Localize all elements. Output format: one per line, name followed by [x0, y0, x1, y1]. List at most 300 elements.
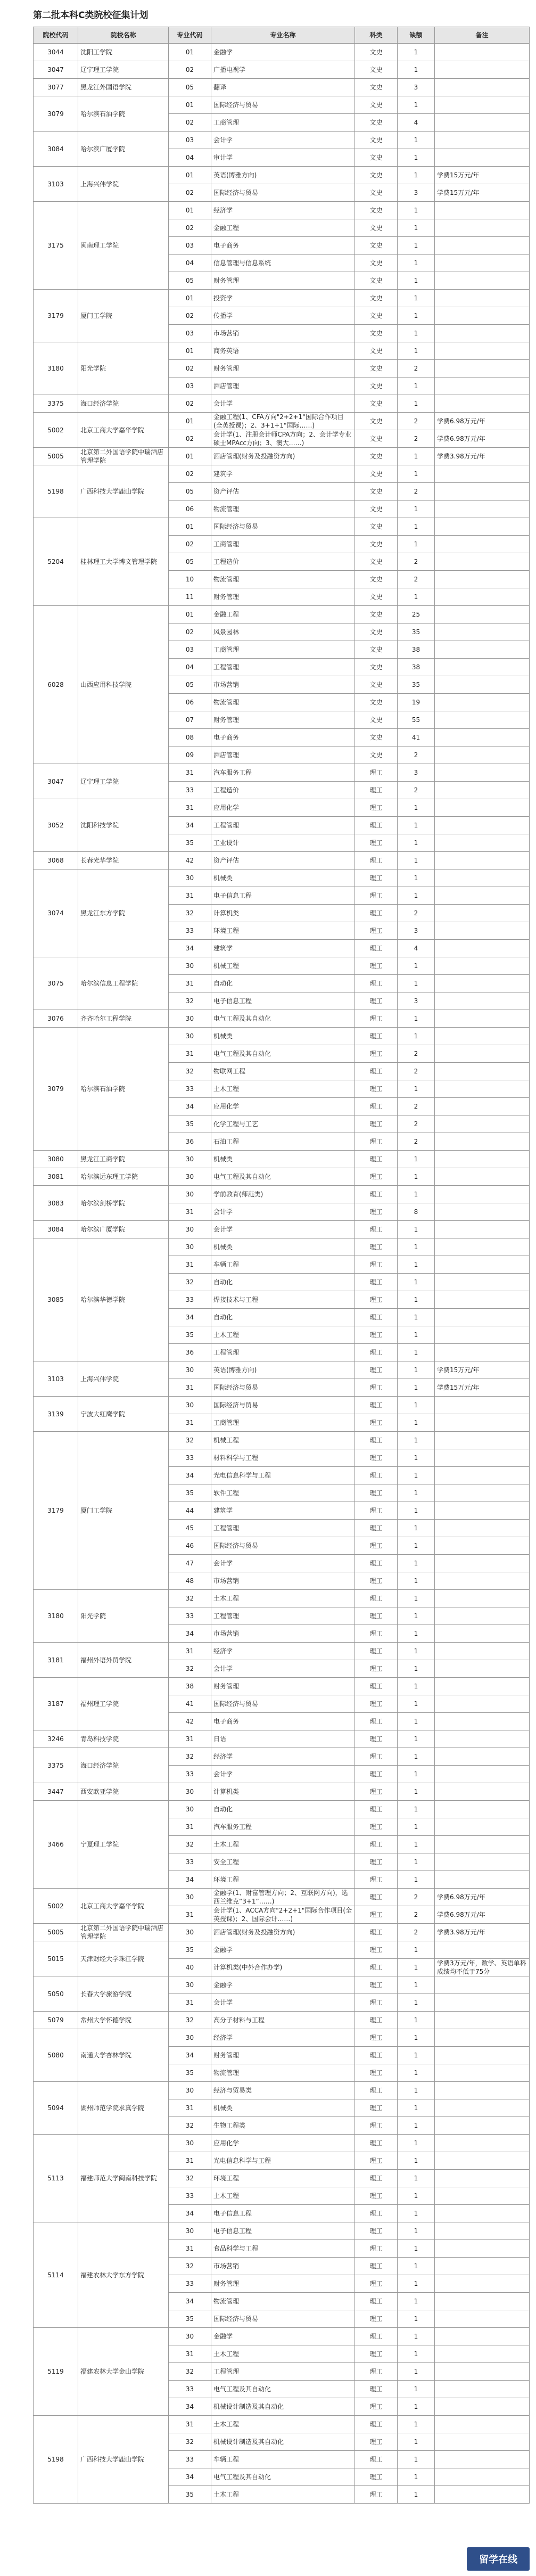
- major-name-cell: 传播学: [211, 307, 355, 325]
- major-name-cell: 国际经济与贸易: [211, 1537, 355, 1555]
- major-name-cell: 应用化学: [211, 799, 355, 817]
- major-code-cell: 31: [169, 1256, 211, 1274]
- major-name-cell: 土木工程: [211, 2486, 355, 2504]
- category-cell: 理工: [355, 1467, 398, 1484]
- category-cell: 理工: [355, 1537, 398, 1555]
- school-name-cell: 哈尔滨华德学院: [78, 1238, 169, 1361]
- vacancy-cell: 1: [398, 2258, 435, 2275]
- remarks-cell: [435, 395, 530, 413]
- table-row: [34, 1748, 530, 1766]
- major-code-cell: 05: [169, 79, 211, 96]
- remarks-cell: [435, 465, 530, 483]
- vacancy-cell: 1: [398, 167, 435, 184]
- category-cell: 理工: [355, 1520, 398, 1537]
- remarks-cell: [435, 2029, 530, 2047]
- remarks-cell: [435, 1397, 530, 1414]
- school-name-cell: 哈尔滨广厦学院: [78, 132, 169, 167]
- major-code-cell: 35: [169, 2486, 211, 2504]
- remarks-cell: [435, 834, 530, 852]
- vacancy-cell: 1: [398, 2486, 435, 2504]
- major-name-cell: 广播电视学: [211, 61, 355, 79]
- table-row: [34, 1924, 530, 1941]
- category-cell: 理工: [355, 1590, 398, 1607]
- category-cell: 理工: [355, 2170, 398, 2187]
- major-code-cell: 30: [169, 2328, 211, 2345]
- major-name-cell: 焊接技术与工程: [211, 1291, 355, 1309]
- major-code-cell: 31: [169, 2416, 211, 2433]
- school-code-cell: 3103: [34, 167, 78, 202]
- major-name-cell: 土木工程: [211, 2345, 355, 2363]
- vacancy-cell: 2: [398, 746, 435, 764]
- vacancy-cell: 2: [398, 571, 435, 588]
- school-code-cell: 3179: [34, 290, 78, 342]
- remarks-cell: [435, 1520, 530, 1537]
- major-code-cell: 01: [169, 290, 211, 307]
- remarks-cell: 学费15万元/年: [435, 1379, 530, 1397]
- major-name-cell: 电气工程及其自动化: [211, 2468, 355, 2486]
- remarks-cell: [435, 1853, 530, 1871]
- major-code-cell: 03: [169, 237, 211, 255]
- major-name-cell: 机械设计制造及其自动化: [211, 2398, 355, 2416]
- major-name-cell: 酒店管理(财务及投融资方向): [211, 448, 355, 465]
- table-row: [34, 1397, 530, 1414]
- major-code-cell: 06: [169, 501, 211, 518]
- category-cell: 理工: [355, 1959, 398, 1976]
- major-name-cell: 财务管理: [211, 1678, 355, 1695]
- major-code-cell: 05: [169, 483, 211, 501]
- major-code-cell: 32: [169, 2012, 211, 2029]
- category-cell: 理工: [355, 2187, 398, 2205]
- school-code-cell: 3068: [34, 852, 78, 869]
- category-cell: 理工: [355, 2398, 398, 2416]
- category-cell: 理工: [355, 799, 398, 817]
- school-code-cell: 3466: [34, 1801, 78, 1889]
- table-row: [34, 202, 530, 219]
- remarks-cell: [435, 2047, 530, 2064]
- category-cell: 理工: [355, 2275, 398, 2293]
- major-name-cell: 市场营销: [211, 1625, 355, 1643]
- category-cell: 理工: [355, 1010, 398, 1028]
- vacancy-cell: 1: [398, 1309, 435, 1326]
- school-name-cell: 宁波大红鹰学院: [78, 1397, 169, 1432]
- remarks-cell: [435, 1537, 530, 1555]
- vacancy-cell: 25: [398, 606, 435, 624]
- major-code-cell: 30: [169, 1010, 211, 1028]
- vacancy-cell: 1: [398, 1502, 435, 1520]
- major-code-cell: 30: [169, 2029, 211, 2047]
- vacancy-cell: 1: [398, 2047, 435, 2064]
- major-code-cell: 34: [169, 2205, 211, 2222]
- remarks-cell: [435, 2012, 530, 2029]
- vacancy-cell: 1: [398, 1959, 435, 1976]
- remarks-cell: [435, 290, 530, 307]
- category-cell: 理工: [355, 2310, 398, 2328]
- major-code-cell: 33: [169, 2275, 211, 2293]
- category-cell: 文史: [355, 149, 398, 167]
- table-row: [34, 2328, 530, 2345]
- table-row: [34, 1783, 530, 1801]
- major-code-cell: 34: [169, 2468, 211, 2486]
- vacancy-cell: 1: [398, 2433, 435, 2451]
- vacancy-cell: 2: [398, 905, 435, 922]
- major-code-cell: 33: [169, 2187, 211, 2205]
- major-name-cell: 会计学: [211, 1221, 355, 1238]
- major-code-cell: 34: [169, 817, 211, 834]
- vacancy-cell: 1: [398, 1274, 435, 1291]
- school-name-cell: 福建师范大学闽南科技学院: [78, 2135, 169, 2222]
- plan-table: [33, 27, 530, 2504]
- major-code-cell: 33: [169, 2381, 211, 2398]
- major-name-cell: 机械类: [211, 869, 355, 887]
- major-code-cell: 32: [169, 905, 211, 922]
- major-code-cell: 31: [169, 2099, 211, 2117]
- category-cell: 理工: [355, 2240, 398, 2258]
- vacancy-cell: 38: [398, 659, 435, 676]
- vacancy-cell: 1: [398, 1853, 435, 1871]
- major-name-cell: 国际经济与贸易: [211, 1695, 355, 1713]
- remarks-cell: [435, 571, 530, 588]
- vacancy-cell: 1: [398, 2187, 435, 2205]
- major-name-cell: 金融工程(1、CFA方向"2+2+1"国际合作项目(全英授课)；2、3+1+1"国际……): [211, 413, 355, 430]
- major-code-cell: 30: [169, 869, 211, 887]
- vacancy-cell: 1: [398, 1695, 435, 1713]
- major-name-cell: 物流管理: [211, 571, 355, 588]
- vacancy-cell: 1: [398, 1660, 435, 1678]
- major-name-cell: 电气工程及其自动化: [211, 1168, 355, 1186]
- vacancy-cell: 3: [398, 184, 435, 202]
- school-name-cell: 黑龙江工商学院: [78, 1151, 169, 1168]
- category-cell: 理工: [355, 975, 398, 992]
- header-school-code: 院校代码: [34, 27, 78, 44]
- school-code-cell: 3081: [34, 1168, 78, 1186]
- vacancy-cell: 1: [398, 1432, 435, 1449]
- school-code-cell: 3077: [34, 79, 78, 96]
- major-name-cell: 建筑学: [211, 465, 355, 483]
- header-major-name: 专业名称: [211, 27, 355, 44]
- category-cell: 文史: [355, 114, 398, 132]
- remarks-cell: [435, 2170, 530, 2187]
- school-code-cell: 3044: [34, 44, 78, 61]
- school-name-cell: 哈尔滨远东理工学院: [78, 1168, 169, 1186]
- school-name-cell: 长春光华学院: [78, 852, 169, 869]
- major-name-cell: 汽车服务工程: [211, 764, 355, 782]
- category-cell: 文史: [355, 483, 398, 501]
- table-row: [34, 1186, 530, 1203]
- vacancy-cell: 1: [398, 2345, 435, 2363]
- category-cell: 理工: [355, 2047, 398, 2064]
- vacancy-cell: 1: [398, 1151, 435, 1168]
- major-code-cell: 06: [169, 694, 211, 711]
- major-code-cell: 47: [169, 1555, 211, 1572]
- major-code-cell: 02: [169, 395, 211, 413]
- vacancy-cell: 1: [398, 834, 435, 852]
- remarks-cell: [435, 149, 530, 167]
- category-cell: 理工: [355, 2135, 398, 2152]
- school-name-cell: 广西科技大学鹿山学院: [78, 465, 169, 518]
- remarks-cell: [435, 2416, 530, 2433]
- school-name-cell: 海口经济学院: [78, 395, 169, 413]
- major-code-cell: 31: [169, 1730, 211, 1748]
- major-code-cell: 05: [169, 553, 211, 571]
- remarks-cell: [435, 1660, 530, 1678]
- vacancy-cell: 2: [398, 1098, 435, 1115]
- vacancy-cell: 2: [398, 1063, 435, 1080]
- major-code-cell: 32: [169, 1748, 211, 1766]
- major-code-cell: 32: [169, 2117, 211, 2135]
- major-code-cell: 01: [169, 167, 211, 184]
- category-cell: 理工: [355, 1941, 398, 1959]
- vacancy-cell: 2: [398, 413, 435, 430]
- major-code-cell: 35: [169, 1326, 211, 1344]
- major-code-cell: 03: [169, 641, 211, 659]
- remarks-cell: [435, 1115, 530, 1133]
- major-code-cell: 33: [169, 1291, 211, 1309]
- major-name-cell: 车辆工程: [211, 1256, 355, 1274]
- vacancy-cell: 1: [398, 2170, 435, 2187]
- school-name-cell: 福建农林大学金山学院: [78, 2328, 169, 2416]
- major-name-cell: 计算机类(中外合作办学): [211, 1959, 355, 1976]
- vacancy-cell: 2: [398, 430, 435, 448]
- major-code-cell: 02: [169, 114, 211, 132]
- major-code-cell: 02: [169, 61, 211, 79]
- major-name-cell: 国际经济与贸易: [211, 2310, 355, 2328]
- remarks-cell: [435, 588, 530, 606]
- category-cell: 文史: [355, 79, 398, 96]
- major-name-cell: 会计学: [211, 132, 355, 149]
- vacancy-cell: 1: [398, 1625, 435, 1643]
- major-name-cell: 资产评估: [211, 483, 355, 501]
- major-code-cell: 08: [169, 729, 211, 746]
- vacancy-cell: 1: [398, 2381, 435, 2398]
- category-cell: 理工: [355, 2328, 398, 2345]
- remarks-cell: [435, 2082, 530, 2099]
- vacancy-cell: 1: [398, 2064, 435, 2082]
- vacancy-cell: 1: [398, 1871, 435, 1889]
- major-code-cell: 31: [169, 887, 211, 905]
- vacancy-cell: 1: [398, 1713, 435, 1730]
- category-cell: 理工: [355, 1695, 398, 1713]
- vacancy-cell: 1: [398, 975, 435, 992]
- remarks-cell: [435, 1994, 530, 2012]
- remarks-cell: [435, 325, 530, 342]
- table-row: [34, 764, 530, 782]
- major-code-cell: 31: [169, 2345, 211, 2363]
- category-cell: 文史: [355, 465, 398, 483]
- table-row: [34, 518, 530, 536]
- category-cell: 理工: [355, 1238, 398, 1256]
- vacancy-cell: 1: [398, 1484, 435, 1502]
- vacancy-cell: 1: [398, 1344, 435, 1361]
- vacancy-cell: 1: [398, 1449, 435, 1467]
- category-cell: 文史: [355, 219, 398, 237]
- table-row: [34, 957, 530, 975]
- category-cell: 理工: [355, 1625, 398, 1643]
- header-category: 科类: [355, 27, 398, 44]
- major-name-cell: 工程管理: [211, 1520, 355, 1537]
- vacancy-cell: 1: [398, 2012, 435, 2029]
- major-name-cell: 自动化: [211, 1801, 355, 1818]
- major-name-cell: 国际经济与贸易: [211, 184, 355, 202]
- category-cell: 文史: [355, 624, 398, 641]
- major-code-cell: 31: [169, 1643, 211, 1660]
- major-name-cell: 国际经济与贸易: [211, 1397, 355, 1414]
- school-code-cell: 5005: [34, 448, 78, 465]
- vacancy-cell: 4: [398, 940, 435, 957]
- major-name-cell: 电子信息工程: [211, 992, 355, 1010]
- major-name-cell: 金融学: [211, 44, 355, 61]
- vacancy-cell: 1: [398, 2416, 435, 2433]
- major-name-cell: 金融学: [211, 2328, 355, 2345]
- remarks-cell: [435, 2064, 530, 2082]
- remarks-cell: [435, 1010, 530, 1028]
- vacancy-cell: 1: [398, 1186, 435, 1203]
- school-code-cell: 3187: [34, 1678, 78, 1730]
- vacancy-cell: 1: [398, 1643, 435, 1660]
- vacancy-cell: 1: [398, 132, 435, 149]
- category-cell: 理工: [355, 2064, 398, 2082]
- school-name-cell: 青岛科技学院: [78, 1730, 169, 1748]
- major-name-cell: 计算机类: [211, 905, 355, 922]
- vacancy-cell: 1: [398, 149, 435, 167]
- vacancy-cell: 1: [398, 887, 435, 905]
- category-cell: 理工: [355, 1836, 398, 1853]
- remarks-cell: [435, 1133, 530, 1151]
- table-row: [34, 1976, 530, 1994]
- vacancy-cell: 1: [398, 1414, 435, 1432]
- table-header: [34, 27, 530, 44]
- major-name-cell: 工程管理: [211, 2363, 355, 2381]
- remarks-cell: [435, 1502, 530, 1520]
- category-cell: 理工: [355, 1432, 398, 1449]
- school-code-cell: 3079: [34, 96, 78, 132]
- major-name-cell: 机械类: [211, 1151, 355, 1168]
- remarks-cell: 学费15万元/年: [435, 184, 530, 202]
- table-row: [34, 1889, 530, 1906]
- header-vacancy: 缺额: [398, 27, 435, 44]
- school-code-cell: 3181: [34, 1643, 78, 1678]
- category-cell: 理工: [355, 1484, 398, 1502]
- major-name-cell: 会计学: [211, 1994, 355, 2012]
- major-name-cell: 物流管理: [211, 694, 355, 711]
- major-name-cell: 酒店管理(财务及投融资方向): [211, 1924, 355, 1941]
- remarks-cell: [435, 1643, 530, 1660]
- school-name-cell: 山西应用科技学院: [78, 606, 169, 764]
- table-row: [34, 1801, 530, 1818]
- major-name-cell: 日语: [211, 1730, 355, 1748]
- category-cell: 理工: [355, 1221, 398, 1238]
- school-name-cell: 北京第二外国语学院中瑞酒店管理学院: [78, 1924, 169, 1941]
- major-code-cell: 34: [169, 2047, 211, 2064]
- major-code-cell: 30: [169, 1889, 211, 1906]
- school-code-cell: 3175: [34, 202, 78, 290]
- remarks-cell: [435, 2310, 530, 2328]
- school-name-cell: 哈尔滨石油学院: [78, 1028, 169, 1151]
- remarks-cell: [435, 1783, 530, 1801]
- major-name-cell: 金融工程: [211, 606, 355, 624]
- major-name-cell: 电子商务: [211, 729, 355, 746]
- remarks-cell: [435, 641, 530, 659]
- table-row: [34, 1432, 530, 1449]
- major-name-cell: 会计学(1、ACCA方向"2+2+1"国际合作项目(全英授课)；2、国际会计……): [211, 1906, 355, 1924]
- vacancy-cell: 1: [398, 44, 435, 61]
- major-name-cell: 工商管理: [211, 641, 355, 659]
- major-name-cell: 会计学(1、注册会计师CPA方向；2、会计学专业硕士MPAcc方向；3、澳大……): [211, 430, 355, 448]
- major-name-cell: 土木工程: [211, 1326, 355, 1344]
- major-code-cell: 32: [169, 1836, 211, 1853]
- school-code-cell: 3139: [34, 1397, 78, 1432]
- major-code-cell: 34: [169, 1098, 211, 1115]
- vacancy-cell: 1: [398, 237, 435, 255]
- category-cell: 理工: [355, 1361, 398, 1379]
- remarks-cell: [435, 1818, 530, 1836]
- major-name-cell: 金融学: [211, 1941, 355, 1959]
- table-row: [34, 465, 530, 483]
- category-cell: 理工: [355, 2363, 398, 2381]
- major-name-cell: 金融学: [211, 1976, 355, 1994]
- school-name-cell: 辽宁理工学院: [78, 764, 169, 799]
- remarks-cell: [435, 1572, 530, 1590]
- remarks-cell: [435, 1625, 530, 1643]
- category-cell: 理工: [355, 2222, 398, 2240]
- major-code-cell: 03: [169, 132, 211, 149]
- major-code-cell: 03: [169, 325, 211, 342]
- category-cell: 理工: [355, 887, 398, 905]
- school-name-cell: 长春大学旅游学院: [78, 1976, 169, 2012]
- vacancy-cell: 1: [398, 817, 435, 834]
- major-code-cell: 03: [169, 378, 211, 395]
- remarks-cell: [435, 360, 530, 378]
- major-code-cell: 30: [169, 1361, 211, 1379]
- category-cell: 理工: [355, 2416, 398, 2433]
- major-code-cell: 35: [169, 1484, 211, 1502]
- category-cell: 文史: [355, 61, 398, 79]
- major-code-cell: 30: [169, 1801, 211, 1818]
- category-cell: 理工: [355, 1028, 398, 1045]
- vacancy-cell: 1: [398, 518, 435, 536]
- remarks-cell: 学费15万元/年: [435, 167, 530, 184]
- category-cell: 理工: [355, 2205, 398, 2222]
- category-cell: 理工: [355, 2381, 398, 2398]
- category-cell: 理工: [355, 1186, 398, 1203]
- vacancy-cell: 1: [398, 2029, 435, 2047]
- vacancy-cell: 1: [398, 61, 435, 79]
- category-cell: 理工: [355, 957, 398, 975]
- category-cell: 文史: [355, 729, 398, 746]
- remarks-cell: 学费3.98万元/年: [435, 448, 530, 465]
- remarks-cell: [435, 1555, 530, 1572]
- category-cell: 理工: [355, 940, 398, 957]
- major-code-cell: 31: [169, 764, 211, 782]
- vacancy-cell: 2: [398, 1045, 435, 1063]
- remarks-cell: [435, 817, 530, 834]
- vacancy-cell: 1: [398, 1080, 435, 1098]
- major-name-cell: 高分子材料与工程: [211, 2012, 355, 2029]
- table-row: [34, 2029, 530, 2047]
- school-name-cell: 沈阳工学院: [78, 44, 169, 61]
- vacancy-cell: 55: [398, 711, 435, 729]
- major-code-cell: 31: [169, 1203, 211, 1221]
- school-name-cell: 宁夏理工学院: [78, 1801, 169, 1889]
- remarks-cell: [435, 1028, 530, 1045]
- major-name-cell: 电气工程及其自动化: [211, 1045, 355, 1063]
- vacancy-cell: 1: [398, 2222, 435, 2240]
- major-code-cell: 01: [169, 44, 211, 61]
- category-cell: 文史: [355, 44, 398, 61]
- vacancy-cell: 1: [398, 448, 435, 465]
- category-cell: 文史: [355, 255, 398, 272]
- major-code-cell: 48: [169, 1572, 211, 1590]
- vacancy-cell: 1: [398, 1730, 435, 1748]
